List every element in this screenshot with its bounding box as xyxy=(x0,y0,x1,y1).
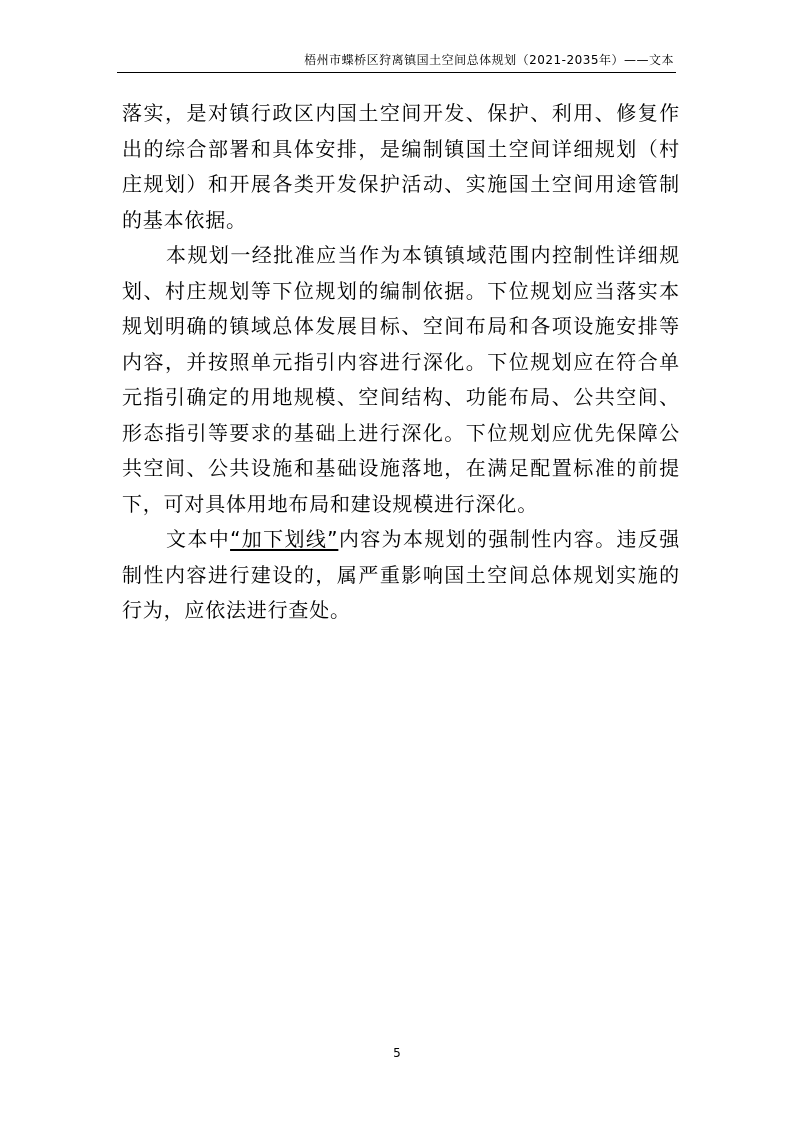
paragraph-3-start: 文本中 xyxy=(166,527,231,551)
running-header: 梧州市蝶桥区狩离镇国土空间总体规划（2021-2035年）——文本 xyxy=(304,53,674,67)
paragraph-continued: 落实，是对镇行政区内国土空间开发、保护、利用、修复作出的综合部署和具体安排，是编制镇国土空间详细规划（村庄规划）和开展各类开发保护活动、实施国土空间用途管制的基本依据。 xyxy=(122,101,680,232)
underlined-term: “加下划线” xyxy=(230,527,339,551)
page-number: 5 xyxy=(393,1046,401,1060)
body-text xyxy=(122,96,680,629)
paragraph-3-end: 内容为本规划的强制性内容。违反强制性内容进行建设的，属严重影响国土空间总体规划实施的行为，应依法进行查处。 xyxy=(122,527,680,622)
header-divider xyxy=(117,72,676,73)
paragraph-mandatory-content xyxy=(122,522,680,629)
paragraph-subordinate-planning: 本规划一经批准应当作为本镇镇域范围内控制性详细规划、村庄规划等下位规划的编制依据。下位规划应当落实本规划明确的镇域总体发展目标、空间布局和各项设施安排等内容，并按照单元指引内容进行深化。下位规划应在符合单元指引确定的用地规模、空间结构、功能布局、公共空间、形态指引等要求的基础上进行深化。下位规划应优先保障公共空间、公共设施和基础设施落地，在满足配置标准的前提下，可对具体用地布局和建设规模进行深化。 xyxy=(122,243,680,516)
